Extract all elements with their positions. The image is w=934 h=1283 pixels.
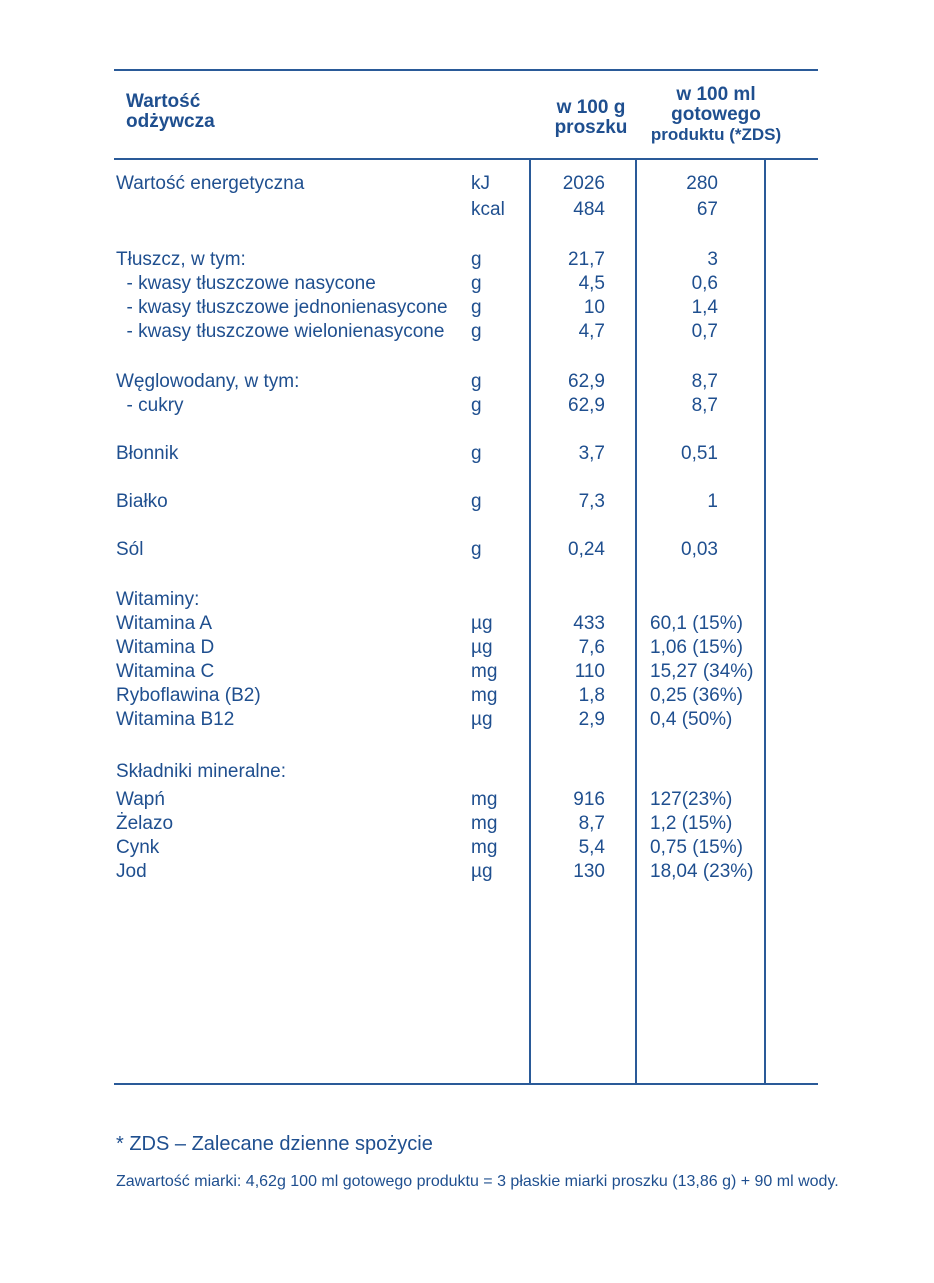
nutrient-label: - kwasy tłuszczowe nasycone: [116, 273, 376, 294]
value-per-100g: 62,9: [568, 371, 605, 392]
table-row: [0, 788, 934, 812]
nutrient-label: - kwasy tłuszczowe jednonienasycone: [116, 297, 448, 318]
nutrient-unit: g: [471, 539, 482, 560]
table-row: [0, 442, 934, 466]
table-top-rule: [114, 69, 818, 71]
nutrient-label: Witamina A: [116, 613, 213, 634]
header-per-100g-line-2: proszku: [554, 117, 628, 138]
header-per-100g: [548, 98, 634, 138]
value-per-100g: 10: [583, 297, 605, 318]
nutrient-label: Błonnik: [116, 443, 179, 464]
value-per-100g: 3,7: [578, 443, 605, 464]
value-per-100g: 1,8: [578, 685, 605, 706]
header-per-100ml-line-2: gotowego: [671, 104, 761, 125]
header-nutrition-label: [126, 92, 215, 132]
value-per-100ml: 60,1 (15%): [650, 613, 743, 634]
nutrient-unit: kcal: [471, 199, 505, 220]
value-per-100g: 62,9: [568, 395, 605, 416]
nutrient-label: Ryboflawina (B2): [116, 685, 261, 706]
nutrient-unit: g: [471, 321, 482, 342]
nutrient-unit: µg: [471, 709, 493, 730]
value-per-100ml: 0,7: [691, 321, 718, 342]
value-per-100g: 8,7: [578, 813, 605, 834]
measure-info: Zawartość miarki: 4,62g 100 ml gotowego produktu = 3 płaskie miarki proszku (13,86 g) + 90 ml wody.: [116, 1173, 839, 1190]
value-per-100ml: 0,25 (36%): [650, 685, 743, 706]
nutrient-unit: mg: [471, 837, 498, 858]
nutrient-label: Wartość energetyczna: [116, 173, 305, 194]
nutrient-label: Białko: [116, 491, 168, 512]
nutrient-label: Witamina B12: [116, 709, 235, 730]
table-row: [0, 296, 934, 320]
value-per-100ml: 127(23%): [650, 789, 733, 810]
value-per-100ml: 1,2 (15%): [650, 813, 733, 834]
table-row: [0, 588, 934, 612]
value-per-100ml: 0,51: [681, 443, 718, 464]
nutrient-unit: g: [471, 297, 482, 318]
table-row: [0, 708, 934, 732]
value-per-100ml: 1: [707, 491, 718, 512]
value-per-100g: 4,7: [578, 321, 605, 342]
value-per-100g: 110: [574, 661, 605, 682]
table-row: [0, 538, 934, 562]
footnote-zds: * ZDS – Zalecane dzienne spożycie: [116, 1133, 433, 1155]
value-per-100ml: 0,75 (15%): [650, 837, 743, 858]
table-row: [0, 660, 934, 684]
nutrient-label: Tłuszcz, w tym:: [116, 249, 246, 270]
table-row: [0, 198, 934, 222]
value-per-100ml: 0,6: [691, 273, 718, 294]
nutrient-label: Składniki mineralne:: [116, 761, 287, 782]
nutrient-unit: g: [471, 491, 482, 512]
nutrient-label: Witamina C: [116, 661, 215, 682]
table-row: [0, 248, 934, 272]
value-per-100g: 916: [573, 789, 605, 810]
table-row: [0, 684, 934, 708]
nutrient-unit: mg: [471, 789, 498, 810]
nutrient-unit: g: [471, 273, 482, 294]
nutrient-unit: µg: [471, 613, 493, 634]
nutrient-label: - kwasy tłuszczowe wielonienasycone: [116, 321, 445, 342]
table-row: [0, 860, 934, 884]
header-nutrition-line-1: Wartość: [126, 91, 201, 112]
value-per-100ml: 1,06 (15%): [650, 637, 743, 658]
header-per-100ml-line-3: produktu (*ZDS): [650, 125, 782, 144]
nutrient-label: Sól: [116, 539, 144, 560]
table-row: [0, 394, 934, 418]
nutrient-unit: mg: [471, 813, 498, 834]
nutrient-label: Wapń: [116, 789, 165, 810]
value-per-100g: 4,5: [578, 273, 605, 294]
value-per-100ml: 8,7: [691, 371, 718, 392]
value-per-100ml: 8,7: [691, 395, 718, 416]
value-per-100g: 7,6: [578, 637, 605, 658]
table-row: [0, 272, 934, 296]
header-nutrition-line-2: odżywcza: [126, 111, 215, 132]
value-per-100g: 5,4: [578, 837, 605, 858]
nutrient-label: Węglowodany, w tym:: [116, 371, 300, 392]
header-per-100ml: [636, 85, 796, 145]
nutrient-unit: g: [471, 395, 482, 416]
value-per-100g: 130: [573, 861, 605, 882]
value-per-100ml: 67: [696, 199, 718, 220]
nutrient-unit: µg: [471, 637, 493, 658]
nutrient-label: - cukry: [116, 395, 184, 416]
table-row: [0, 812, 934, 836]
table-row: [0, 612, 934, 636]
header-per-100g-line-1: w 100 g: [556, 97, 626, 118]
header-bottom-rule: [114, 158, 818, 160]
value-per-100g: 2026: [562, 173, 605, 194]
table-row: [0, 836, 934, 860]
value-per-100ml: 0,03: [681, 539, 718, 560]
nutrient-unit: g: [471, 443, 482, 464]
nutrient-label: Witaminy:: [116, 589, 200, 610]
value-per-100ml: 3: [707, 249, 718, 270]
value-per-100g: 0,24: [568, 539, 605, 560]
value-per-100g: 2,9: [578, 709, 605, 730]
value-per-100g: 484: [573, 199, 605, 220]
table-row: [0, 490, 934, 514]
table-row: [0, 760, 934, 784]
nutrient-label: Jod: [116, 861, 147, 882]
value-per-100ml: 1,4: [691, 297, 718, 318]
table-bottom-rule: [114, 1083, 818, 1085]
value-per-100g: 21,7: [568, 249, 605, 270]
nutrient-unit: g: [471, 371, 482, 392]
table-row: [0, 320, 934, 344]
header-per-100ml-line-1: w 100 ml: [676, 84, 756, 105]
nutrient-label: Cynk: [116, 837, 160, 858]
nutrient-unit: µg: [471, 861, 493, 882]
value-per-100ml: 0,4 (50%): [650, 709, 733, 730]
nutrient-label: Witamina D: [116, 637, 215, 658]
value-per-100ml: 18,04 (23%): [650, 861, 754, 882]
nutrient-unit: mg: [471, 661, 498, 682]
value-per-100g: 433: [573, 613, 605, 634]
nutrient-unit: kJ: [471, 173, 490, 194]
table-row: [0, 172, 934, 196]
table-row: [0, 636, 934, 660]
nutrient-unit: g: [471, 249, 482, 270]
value-per-100ml: 15,27 (34%): [650, 661, 754, 682]
nutrient-unit: mg: [471, 685, 498, 706]
nutrient-label: Żelazo: [116, 813, 174, 834]
value-per-100g: 7,3: [578, 491, 605, 512]
value-per-100ml: 280: [686, 173, 718, 194]
table-row: [0, 370, 934, 394]
